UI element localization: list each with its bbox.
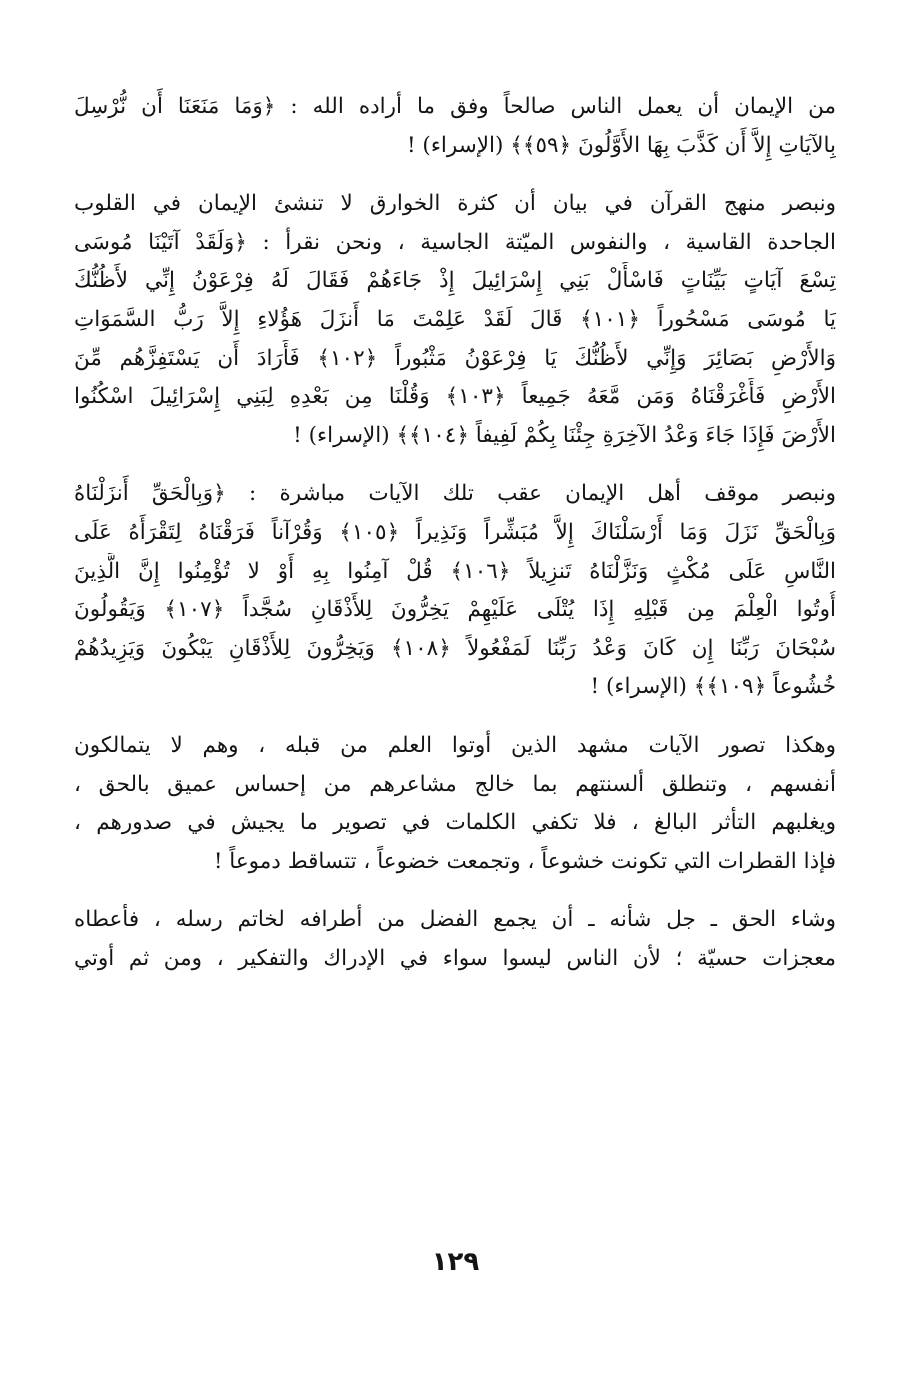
text-line: وشاء الحق ـ جل شأنه ـ أن يجمع الفضل من أطرافه لخاتم رسله ، فأعطاه: [74, 907, 836, 933]
text-line: أنفسهم ، وتنطلق ألسنتهم بما خالج مشاعرهم من إحساس عميق بالحق ،: [74, 771, 836, 797]
text-line: ويغلبهم التأثر البالغ ، فلا تكفي الكلمات في تصوير ما يجيش في صدورهم ،: [74, 810, 836, 836]
text-line: معجزات حسيّة ؛ لأن الناس ليسوا سواء في الإدراك والتفكير ، ومن ثم أوتي: [74, 945, 836, 971]
page-body: [74, 88, 836, 998]
text-line: بِالآيَاتِ إِلاَّ أَن كَذَّبَ بِهَا الأَوَّلُونَ ﴿٥٩﴾﴾ (الإسراء) !: [406, 132, 836, 158]
text-line: الأَرْضِ فَأَغْرَقْنَاهُ وَمَن مَّعَهُ جَمِيعاً ﴿١٠٣﴾ وَقُلْنَا مِن بَعْدِهِ لِبَنِي إِسْرَائِيلَ اسْكُنُوا: [74, 384, 836, 410]
text-line: فإذا القطرات التي تكونت خشوعاً ، وتجمعت خضوعاً ، تتساقط دموعاً !: [213, 848, 836, 874]
text-line: أُوتُوا الْعِلْمَ مِن قَبْلِهِ إِذَا يُتْلَى عَلَيْهِمْ يَخِرُّونَ لِلأَذْقَانِ سُجَّداً ﴿١٠٧﴾ وَيَقُولُونَ: [74, 597, 836, 623]
text-line: ونبصر منهج القرآن في بيان أن كثرة الخوارق لا تنشئ الإيمان في القلوب: [74, 191, 836, 217]
text-line: وَالأَرْضِ بَصَائِرَ وَإِنِّي لأَظُنُّكَ يَا فِرْعَوْنُ مَثْبُوراً ﴿١٠٢﴾ فَأَرَادَ أَن يَسْتَفِزَّهُم مِّنَ: [74, 345, 836, 371]
page-number: ١٢٩: [431, 1247, 480, 1277]
text-line: سُبْحَانَ رَبِّنَا إِن كَانَ وَعْدُ رَبِّنَا لَمَفْعُولاً ﴿١٠٨﴾ وَيَخِرُّونَ لِلأَذْقَانِ يَبْكُونَ وَيَزِيدُهُمْ: [74, 635, 836, 661]
text-line: النَّاسِ عَلَى مُكْثٍ وَنَزَّلْنَاهُ تَنزِيلاً ﴿١٠٦﴾ قُلْ آمِنُوا بِهِ أَوْ لا تُؤْمِنُوا إِنَّ الَّذِينَ: [74, 558, 836, 584]
paragraph-1: [74, 88, 836, 165]
text-line: يَا مُوسَى مَسْحُوراً ﴿١٠١﴾ قَالَ لَقَدْ عَلِمْتَ مَا أَنزَلَ هَؤُلاءِ إِلاَّ رَبُّ السَّمَوَاتِ: [74, 306, 836, 332]
text-line: الأَرْضَ فَإِذَا جَاءَ وَعْدُ الآخِرَةِ جِئْنَا بِكُمْ لَفِيفاً ﴿١٠٤﴾﴾ (الإسراء) !: [293, 422, 836, 448]
paragraph-5: [74, 901, 836, 978]
text-line: الجاحدة القاسية ، والنفوس الميّتة الجاسية ، ونحن نقرأ : ﴿وَلَقَدْ آتَيْنَا مُوسَى: [74, 229, 836, 255]
text-line: وَبِالْحَقِّ نَزَلَ وَمَا أَرْسَلْنَاكَ إِلاَّ مُبَشِّراً وَنَذِيراً ﴿١٠٥﴾ وَقُرْآناً فَرَقْنَاهُ لِتَقْرَأَهُ عَلَى: [74, 519, 836, 545]
text-line: ونبصر موقف أهل الإيمان عقب تلك الآيات مباشرة : ﴿وَبِالْحَقِّ أَنزَلْنَاهُ: [74, 481, 836, 507]
paragraph-2: [74, 185, 836, 455]
paragraph-3: [74, 475, 836, 707]
paragraph-4: [74, 727, 836, 881]
text-line: وهكذا تصور الآيات مشهد الذين أوتوا العلم من قبله ، وهم لا يتمالكون: [74, 732, 836, 758]
text-line: من الإيمان أن يعمل الناس صالحاً وفق ما أراده الله : ﴿وَمَا مَنَعَنَا أَن نُّرْسِلَ: [74, 94, 836, 119]
text-line: خُشُوعاً ﴿١٠٩﴾﴾ (الإسراء) !: [590, 674, 836, 700]
text-line: تِسْعَ آيَاتٍ بَيِّنَاتٍ فَاسْأَلْ بَنِي إِسْرَائِيلَ إِذْ جَاءَهُمْ فَقَالَ لَهُ فِرْعَوْنُ إِنِّي لأَظُنُّكَ: [74, 268, 836, 294]
